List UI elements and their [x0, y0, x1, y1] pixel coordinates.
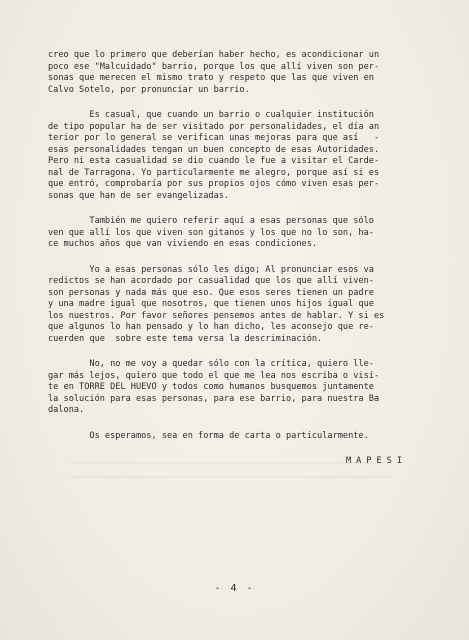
signature: MAPESI [345, 456, 407, 466]
page-number: - 4 - [214, 583, 255, 594]
paragraph [48, 359, 427, 417]
paragraph [48, 216, 427, 251]
text-line: la solución para esas personas, para ese barrio, para nuestra Ba [48, 393, 380, 404]
text-line: sonas que han de ser evangelizadas. [48, 190, 230, 201]
text-line: creo que lo primero que deberían haber hecho, es acondicionar un [48, 50, 380, 60]
text-line: Calvo Sotelo, por pronunciar un barrio. [48, 84, 250, 95]
paragraph [48, 265, 427, 346]
text-line: los nuestros. Por favor señores pensemos antes de hablar. Y si es [48, 310, 385, 321]
text-line: que algunos lo han pensado y lo han dicho, les aconsejo que re- [48, 322, 374, 332]
text-line: terior por lo general se verifican unas mejoras para que así - [48, 133, 380, 143]
text-line: que entró, comprobaría por sus propios ojos cómo viven esas per- [48, 179, 380, 189]
text-line: redictos se han acordado por casualidad que los que allí viven- [48, 276, 374, 286]
text-line: cuerden que sobre este tema versa la descriminación. [48, 333, 323, 344]
text-line: ce muchos años que van viviendo en esas condiciones. [48, 239, 318, 249]
text-line: No, no me voy a quedar sólo con la crítica, quiero lle- [48, 359, 374, 369]
text-line: Pero ni esta casualidad se dio cuando le fue a visitar el Carde- [48, 156, 380, 166]
text-line: esas personalidades tengan un buen concepto de esas Autoridades. [48, 144, 380, 155]
text-line: son personas y nada más que eso. Que esos seres tienen un padre [48, 287, 374, 298]
text-line: y una madre igual que nosotros, que tienen unos hijos igual que [48, 299, 374, 309]
bleed-through-mark [70, 462, 390, 464]
text-line: ven que allí los que viven son gitanos y los que no lo son, ha- [48, 227, 374, 238]
text-line: dalona. [48, 405, 85, 415]
paragraph [48, 110, 427, 202]
text-line: Yo a esas personas sólo les digo; Al pronunciar esos va [48, 264, 374, 275]
text-line: poco ese "Malcuidado" barrio, porque los que allí viven son per- [48, 61, 380, 72]
paragraph [48, 431, 427, 443]
text-line: Es casual, que cuando un barrio o cualquier institución [48, 110, 374, 120]
text-line: Os esperamos, sea en forma de carta o particularmente. [48, 430, 369, 441]
text-line: También me quiero referir aquí a esas personas que sólo [48, 216, 374, 226]
text-line: nal de Tarragona. Yo particularmente me alegro, porque así si es [48, 167, 380, 178]
bleed-through-mark [70, 476, 390, 478]
text-line: de tipo popular ha de ser visitado por personalidades, el día an [48, 121, 380, 132]
text-line: te en TORRE DEL HUEVO y todos como humanos busquemos juntamente [48, 382, 374, 392]
paragraph [48, 50, 427, 96]
text-line: gar más lejos, quiero que todo el que me lea nos escriba o visi- [48, 370, 380, 381]
text-line: sonas que merecen el mismo trato y respeto que las que viven en [48, 73, 374, 83]
